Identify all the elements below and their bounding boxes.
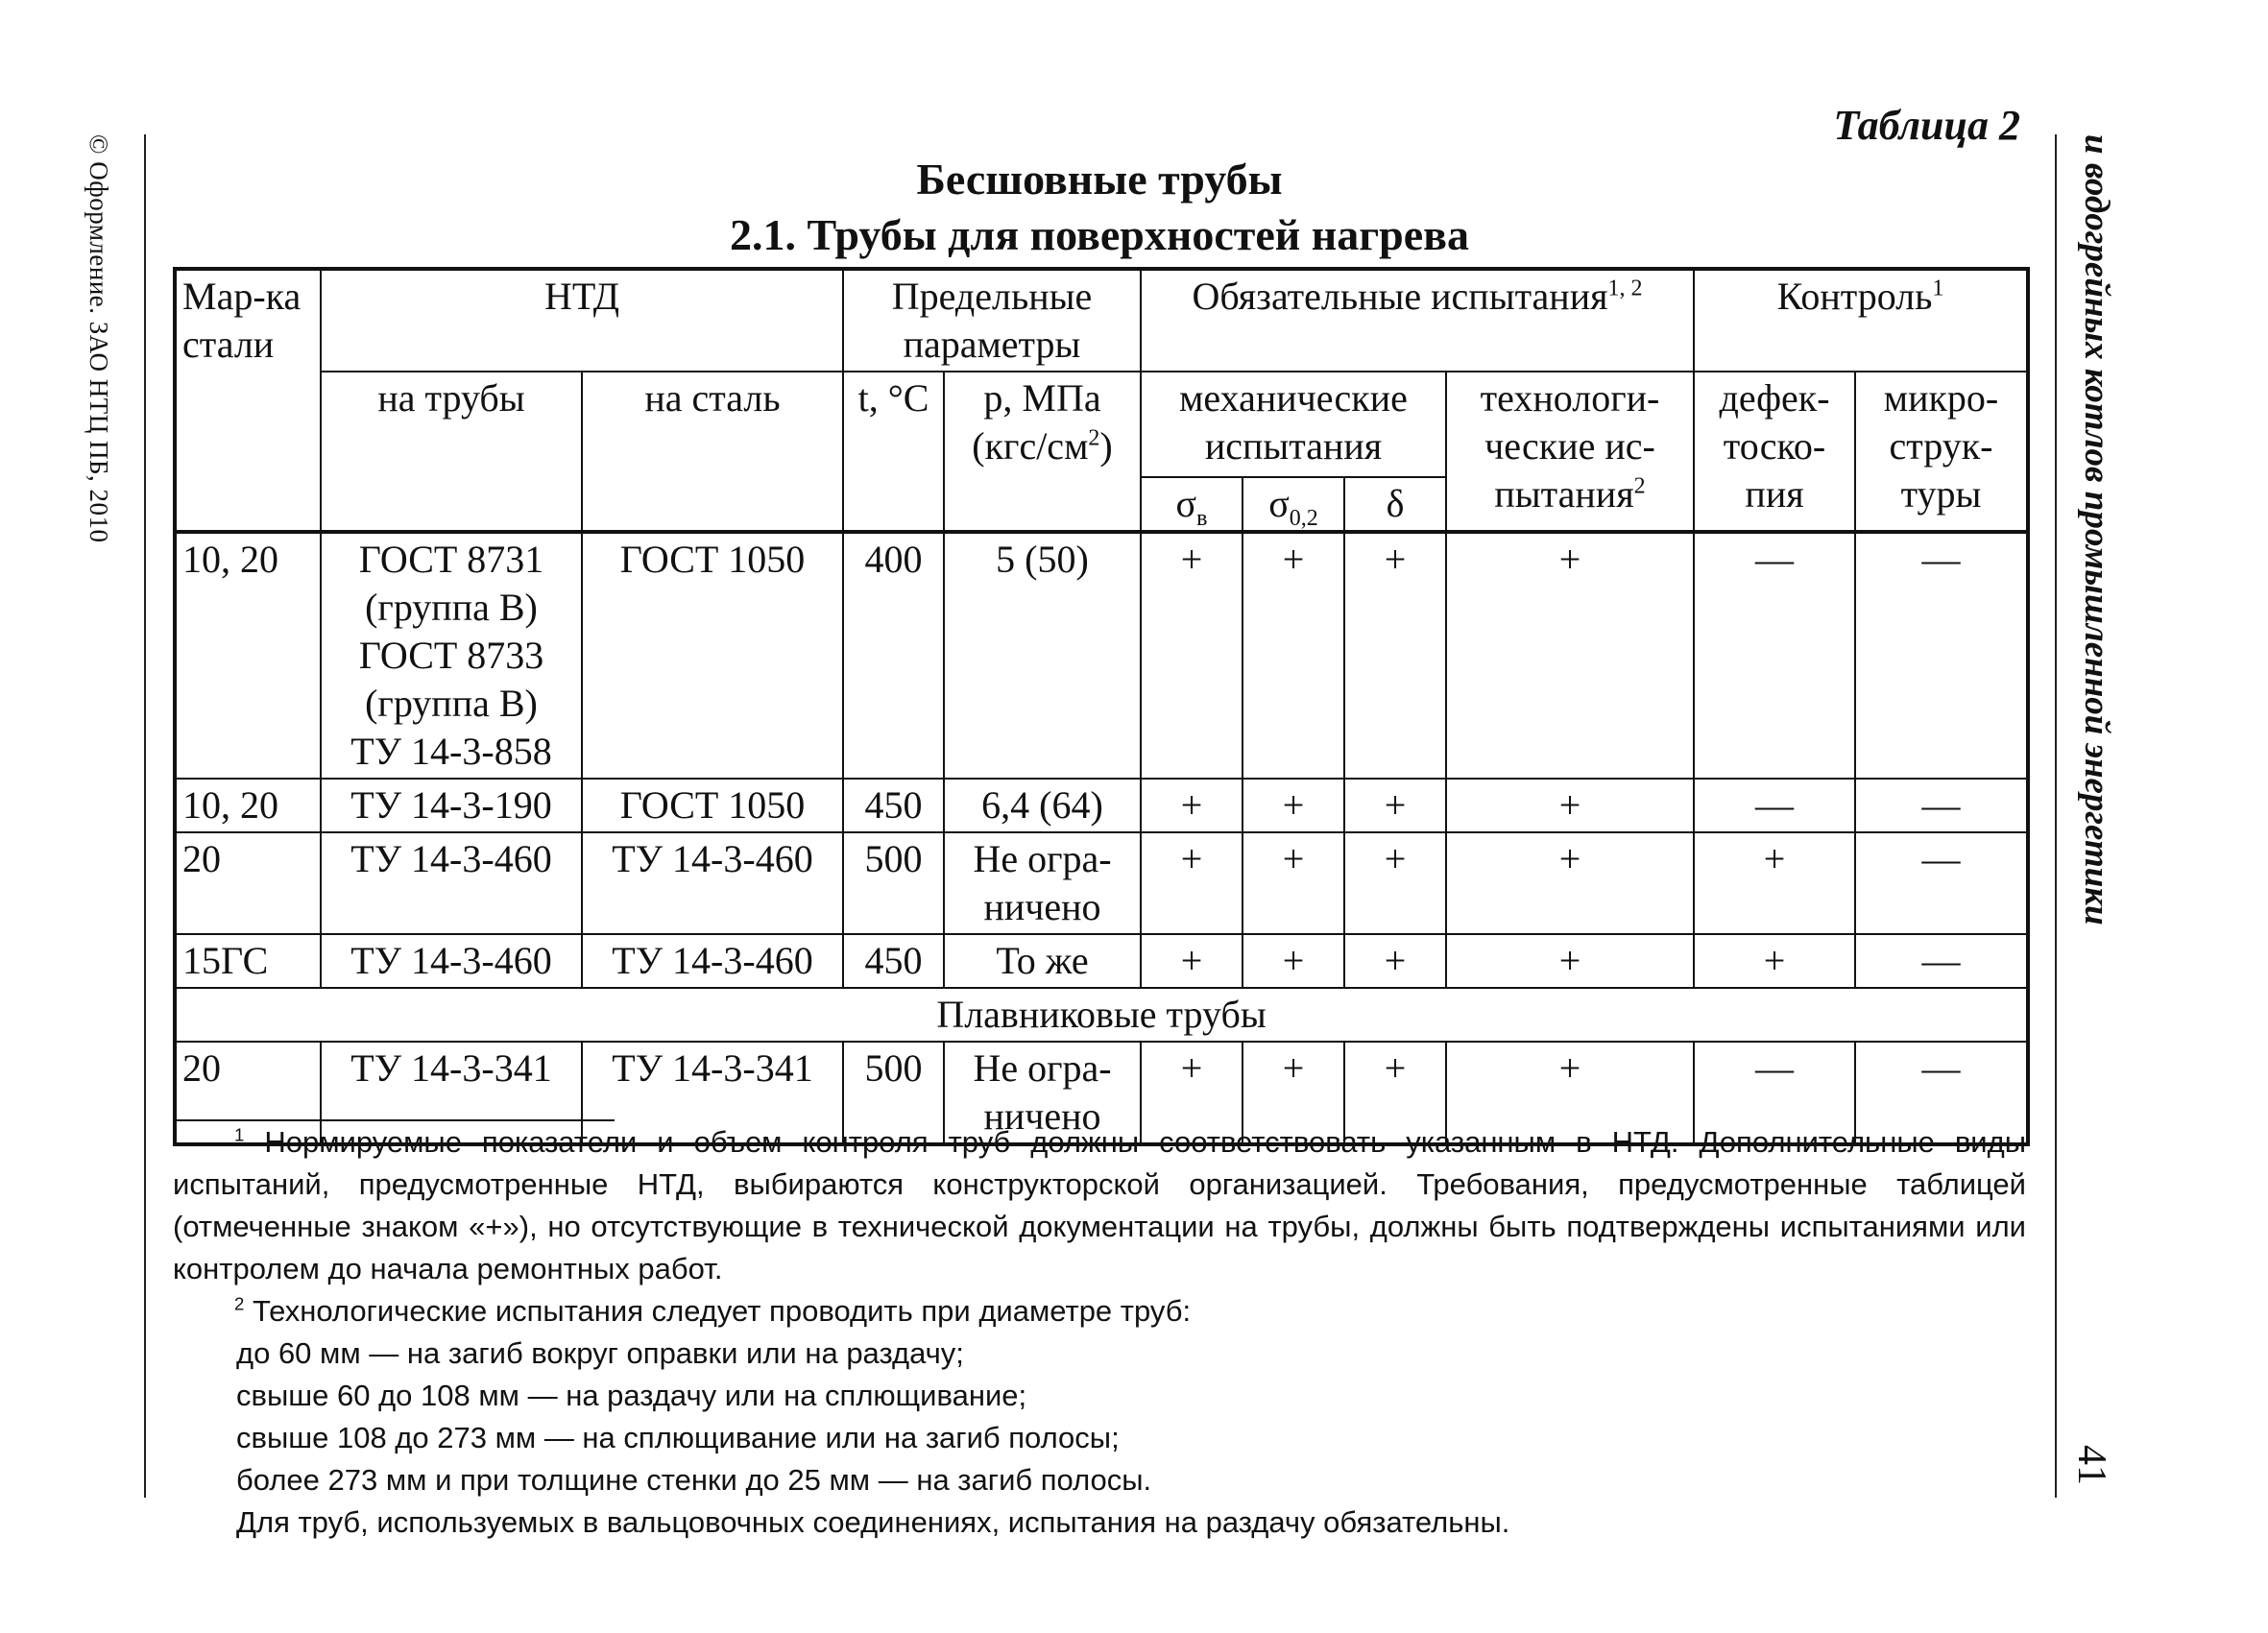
header-flaw-detection: дефек-тоско-пия <box>1694 372 1855 532</box>
header-sigma-02: $\sigma_{0,2}$ <box>1243 477 1344 532</box>
header-ntd: НТД <box>321 269 843 372</box>
running-header-sidebar: и водогрейных котлов промышленной энергетики <box>2077 134 2116 925</box>
header-control: Контроль$^1$ <box>1694 269 2028 372</box>
footnote-item: Для труб, используемых в вальцовочных соединениях, испытания на раздачу обязательны. <box>236 1505 1510 1539</box>
footnote-item: более 273 мм и при толщине стенки до 25 мм — на загиб полосы. <box>236 1463 1152 1497</box>
table-row: 15ГС ТУ 14-3-460 ТУ 14-3-460 450 То же + + + + + — <box>175 934 2028 988</box>
header-mandatory-tests: Обязательные испытания$^{1, 2}$ <box>1141 269 1694 372</box>
table-row: 20 ТУ 14-3-341 ТУ 14-3-341 500 Не огра-ничено + + + + — — <box>175 1042 2028 1144</box>
copyright-sidebar: © Оформление. ЗАО НТЦ ПБ, 2010 <box>84 134 113 543</box>
header-grade: Мар-ка стали <box>175 269 321 532</box>
footnote-item: свыше 108 до 273 мм — на сплющивание или на загиб полосы; <box>236 1421 1120 1454</box>
section-row <box>175 988 2028 1042</box>
header-ntd-pipes: на трубы <box>321 372 582 532</box>
footnotes <box>173 1121 2026 1544</box>
pipes-table <box>173 267 2030 1146</box>
table-label: Таблица 2 <box>1833 102 2020 149</box>
header-mechanical-tests: механические испытания <box>1141 372 1446 477</box>
left-margin-rule <box>144 134 146 1498</box>
header-limits: Предельные параметры <box>843 269 1141 372</box>
header-microstructure: микро-струк-туры <box>1855 372 2028 532</box>
table-title: Бесшовные трубы <box>916 155 1283 204</box>
header-temperature: t, °C <box>843 372 944 532</box>
footnote-2: $^2$ Технологические испытания следует проводить при диаметре труб: <box>234 1293 1192 1328</box>
table-subtitle: 2.1. Трубы для поверхностей нагрева <box>729 210 1470 259</box>
header-delta: δ <box>1344 477 1446 532</box>
footnote-item: свыше 60 до 108 мм — на раздачу или на сплющивание; <box>236 1379 1027 1412</box>
table-row: 10, 20 ТУ 14-3-190 ГОСТ 1050 450 6,4 (64) + + + + — — <box>175 779 2028 832</box>
header-sigma-b: $\sigma_в$ <box>1141 477 1243 532</box>
table-row: 10, 20 ГОСТ 8731 (группа В) ГОСТ 8733 (группа В) ТУ 14-3-858 ГОСТ 1050 400 5 (50) + + + + — — <box>175 532 2028 779</box>
page-number: 41 <box>2069 1445 2113 1485</box>
header-pressure: p, МПа $(кгс/см^2)$ <box>944 372 1141 532</box>
header-technological-tests: технологи-ческие ис-пытания$^2$ <box>1446 372 1694 532</box>
section-title: Плавниковые трубы <box>175 988 2028 1042</box>
table-row: 20 ТУ 14-3-460 ТУ 14-3-460 500 Не огра-ничено + + + + + — <box>175 832 2028 934</box>
footnote-1: $^1$ Нормируемые показатели и объем контроля труб должны соответствовать указанным в НТД. Дополнительные виды испытаний, предусмотренные НТД, выбираются конструкторской организацией. Требования, предусмотренные таблицей (отмеченные знаком «+»), но отсутствующие в технической документации на трубы, должны быть подтверждены испытаниями или контролем до начала ремонтных работ. <box>173 1124 2026 1285</box>
right-margin-rule <box>2055 134 2057 1498</box>
header-ntd-steel: на сталь <box>582 372 843 532</box>
footnote-item: до 60 мм — на загиб вокруг оправки или на раздачу; <box>236 1336 964 1370</box>
